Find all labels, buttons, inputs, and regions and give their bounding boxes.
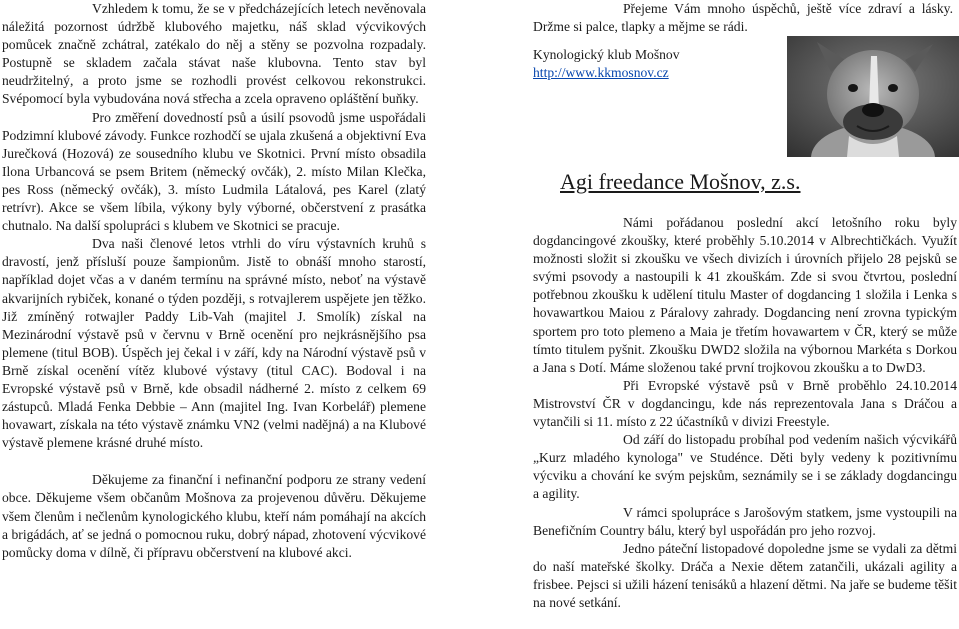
paragraph-youth-course: Od září do listopadu probíhal pod vedením našich výcvikářů „Kurz mladého kynologa" ve Studénce. Děti byly vedeny k pozitivnímu výcviku a chování ke svým pejskům, seznámily se i se základy dogdancingu a agility.: [533, 432, 957, 502]
paragraph-dogdancing-exams: Námi pořádanou poslední akcí letošního roku byly dogdancingové zkoušky, které proběhly 5.10.2014 v Albrechtičkách. Využít možnosti složit si zkoušku ve všech divizích i úrovních přijelo 28 pejsků se svými psovody a nastoupili k 41 zkouškám. Zde si svou čtvrtou, poslední potřebnou zkoušku k udělení titulu Master of dogdancing 1 složila i Lenka s hovawartkou Maiou z Páralovy zahrady. Dogdancing není zrovna typickým sportem pro toto plemeno a Maia je třetím hovawartem v ČR, který se může tímto titulem pyšnit. Zkoušku DWD2 složila na výbornou Markéta s Dorkou a Jana s Dotí. Máme složenou také první trojkovou zkoušku a to DwD3.: [533, 215, 957, 375]
right-column-article: [533, 214, 957, 612]
paragraph-dog-shows: Dva naši členové letos vtrhli do víru výstavních kruhů s dravostí, jenž přísluší pouze šampionům. Jistě to obnáší mnoho starostí, například dojet včas a v daném termínu na správné místo, neboť na výstavě akvarijních rybiček, konané o týden později, s rotvajlerem uspějete jen těžko. Již zmíněný rotwajler Paddy Lib-Vah (majitel J. Smolík) získal na Mezinárodní výstavě psů v červnu v Brně ocenění pro nejkrásnějšího psa plemene (titul BOB). Úspěch jej čekal i v září, kdy na Národní výstavě psů v Brně získal ocenění vítěz klubové výstavy (titul CAC). Bodoval i na Evropské výstavě psů v Brně, kde obsadil nádherné 2. místo z celkem 69 zástupců. Mladá Fenka Debbie – Ann (majitel Ing. Ivan Korbelář) plemene hovawart, získala na této výstavě známku VN2 (velmi nadějná) a na Klubové výstavě plemene krásné druhé místo.: [2, 236, 426, 451]
boxer-dog-icon: [787, 36, 959, 157]
club-website-link[interactable]: http://www.kkmosnov.cz: [533, 65, 669, 81]
paragraph-thanks: Děkujeme za finanční i nefinanční podporu ze strany vedení obce. Děkujeme všem občanům Mošnova za projevenou důvěru. Děkujeme všem členům i nečlenům kynologického klubu, kteří nám pomáhají na akcích a brigádách, ať se jedná o pomocnou ruku, dobrý nápad, zhotovení výcvikové pomůcky doma v dílně, či přípravu občerstvení na klubové akci.: [2, 472, 426, 560]
article-title: Agi freedance Mošnov, z.s.: [560, 169, 801, 194]
paragraph-country-ball: V rámci spolupráce s Jarošovým statkem, jsme vystoupili na Benefičním Country bálu, který byl uspořádán pro jeho rozvoj.: [533, 504, 957, 538]
club-name: Kynologický klub Mošnov: [533, 47, 680, 63]
left-column: [2, 0, 426, 629]
paragraph-club-competition: Pro změření dovedností psů a úsilí psovodů jsme uspořádali Podzimní klubové závody. Funkce rozhodčí se ujala zkušená a objektivní Eva Jurečková (Hozová) ze sousedního klubu ve Skotnici. První místo obsadila Ilona Urbancová se psem Britem (německý ovčák), 2. místo Milan Klečka, pes Ross (německý ovčák), 3. místo Ludmila Látalová, pes Karel (zlatý retrívr). Akce se všem líbila, výkony byly výborné, občerstvení z prasátka chutnalo. Na další spolupráci s klubem ve Skotnici se pracuje.: [2, 109, 426, 234]
paragraph-kindergarten: Jedno páteční listopadové dopoledne jsme se vydali za dětmi do naší mateřské školky. Dráča a Nexie dětem zatančili, ukázali agility a frisbee. Pejsci si užili házení tenisáků a hlazení dětmi. Na jaře se budeme těšit na nové setkání.: [533, 540, 957, 610]
paragraph-wishes: Přejeme Vám mnoho úspěchů, ještě více zdraví a lásky. Držme si palce, tlapky a mějme se rádi.: [533, 1, 953, 35]
boxer-dog-photo: [787, 36, 959, 157]
paragraph-championship: Při Evropské výstavě psů v Brně proběhlo 24.10.2014 Mistrovství ČR v dogdancingu, kde nás reprezentovala Jana s Dráčou a vytančili si 11. místo z 22 účastníků v divizi Freestyle.: [533, 377, 957, 430]
paragraph-clubhouse: Vzhledem k tomu, že se v předcházejících letech nevěnovala náležitá pozornost údržbě klubového majetku, náš sklad výcvikových pomůcek značně zchátral, zatékalo do něj a stěny se pozvolna rozpadaly. Postupně se skladem začala stávat naše klubovna. Tento stav byl neudržitelný, a proto jsme se rozhodli provést celkovou rekonstrukci. Svépomocí byla vybudována nová střecha a zcela opraveno opláštění buňky.: [2, 1, 426, 107]
